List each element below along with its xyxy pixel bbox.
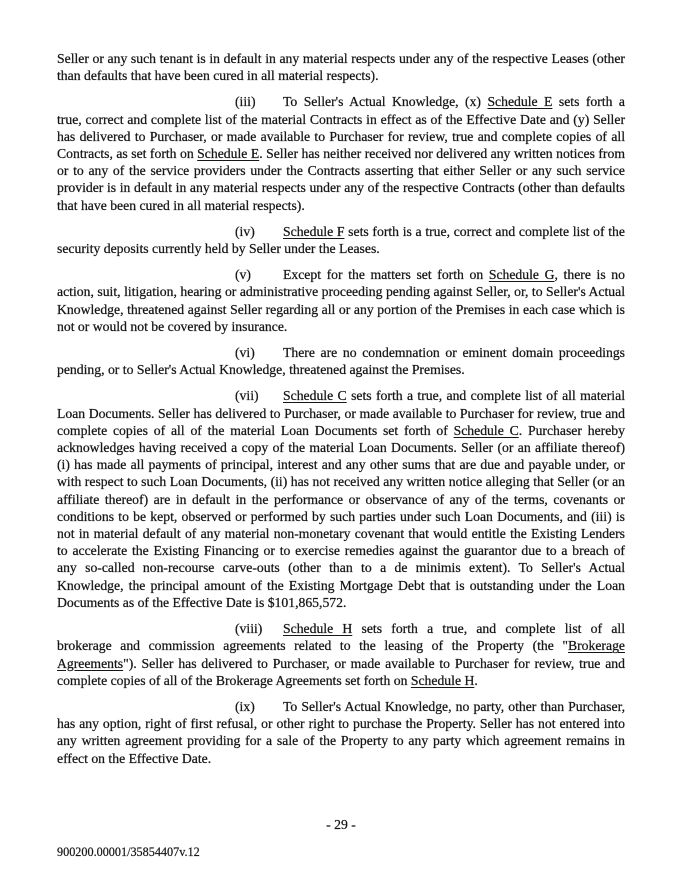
schedule-reference: Schedule H <box>283 621 353 637</box>
text-segment: . Seller has neither received nor delivered any written notices from or to any of the service providers under the Contracts asserting that either Seller or any such service provider is in default in any material respects under any of the respective Contracts (other than defaults that have been cured in all material respects). <box>57 146 625 213</box>
text-segment: To Seller's Actual Knowledge, no party, other than Purchaser, has any option, right of first refusal, or other right to purchase the Property. Seller has not entered into any written agreement providing for a sale of the Property to any party which agreement remains in effect on the Effective Date. <box>57 698 625 766</box>
text-segment: sets forth a true, and complete list of all brokerage and commission agreements related to the leasing of the Property (the " <box>57 621 625 654</box>
schedule-reference: Schedule E <box>197 146 260 162</box>
document-id: 900200.00001/35854407v.12 <box>57 845 200 859</box>
text-segment: sets forth is a true, correct and complete list of the security deposits currently held by Seller under the Leases. <box>57 223 625 257</box>
paragraph-v <box>57 266 625 335</box>
text-segment: , there is no action, suit, litigation, hearing or administrative proceeding pending against Seller, or, to Seller's Actual Knowledge, threatened against Seller regarding all or any portion of the Premises in each case which is not or would not be covered by insurance. <box>57 267 625 334</box>
text-segment: Except for the matters set forth on <box>283 267 489 283</box>
text-segment: "). Seller has delivered to Purchaser, or made available to Purchaser for review, true and complete copies of all of the Brokerage Agreements set forth on <box>57 655 625 688</box>
text-segment: Seller or any such tenant is in default in any material respects under any of the respective Leases (other than defaults that have been cured in all material respects). <box>57 51 625 84</box>
schedule-reference: Schedule F <box>283 223 345 239</box>
schedule-reference: Schedule H <box>410 672 475 688</box>
body-text <box>57 50 625 776</box>
paragraph-number: (v) <box>235 267 251 283</box>
paragraph-number: (iii) <box>235 94 256 110</box>
text-segment: sets forth a true, and complete list of all material Loan Documents. Seller has delivered to Purchaser, or made available to Purchaser for review, true and complete copies of all of the material Loan Documents set forth of <box>57 388 625 438</box>
text-segment: . <box>474 672 478 688</box>
paragraph-number: (viii) <box>235 621 263 637</box>
paragraph-iv <box>57 223 625 257</box>
paragraph-vii <box>57 387 625 611</box>
paragraph-intro-continuation <box>57 50 625 84</box>
paragraph-ix <box>57 698 625 767</box>
text-segment: To Seller's Actual Knowledge, (x) <box>283 94 488 110</box>
page-number: - 29 - <box>326 817 356 832</box>
paragraph-number: (vii) <box>235 388 259 404</box>
paragraph-number: (iv) <box>235 223 255 239</box>
text-segment: . Purchaser hereby acknowledges having received a copy of the material Loan Documents. Seller (or an affiliate thereof) (i) has made all payments of principal, interest and any other sums that are due and payable under, or with respect to such Loan Documents, (ii) has not received any written notice alleging that Seller (or an affiliate thereof) are in default in the performance or observance of any of the terms, covenants or conditions to be kept, observed or performed by such parties under such Loan Documents, and (iii) is not in material default of any material non-monetary covenant that would entitle the Existing Lenders to accelerate the Existing Financing or to exercise remedies against the guarantor due to a breach of any so-called non-recourse carve-outs (other than to a de minimis extent). To Seller's Actual Knowledge, the principal amount of the Existing Mortgage Debt that is outstanding under the Loan Documents as of the Effective Date is $101,865,572. <box>57 422 625 610</box>
paragraph-viii <box>57 620 625 689</box>
schedule-reference: Schedule C <box>283 388 347 404</box>
paragraph-iii <box>57 93 625 213</box>
text-segment: There are no condemnation or eminent domain proceedings pending, or to Seller's Actual Knowledge, threatened against the Premises. <box>57 345 625 378</box>
defined-term: Brokerage Agreements <box>57 638 625 671</box>
schedule-reference: Schedule E <box>487 94 553 110</box>
text-segment: sets forth a true, correct and complete list of the material Contracts in effect as of the Effective Date and (y) Seller has delivered to Purchaser, or made available to Purchaser for review, true and complete copies of all Contracts, as set forth on <box>57 94 625 162</box>
paragraph-number: (vi) <box>235 345 255 361</box>
paragraph-vi <box>57 344 625 378</box>
schedule-reference: Schedule C <box>453 422 519 438</box>
paragraph-number: (ix) <box>235 698 255 714</box>
schedule-reference: Schedule G <box>488 267 555 283</box>
